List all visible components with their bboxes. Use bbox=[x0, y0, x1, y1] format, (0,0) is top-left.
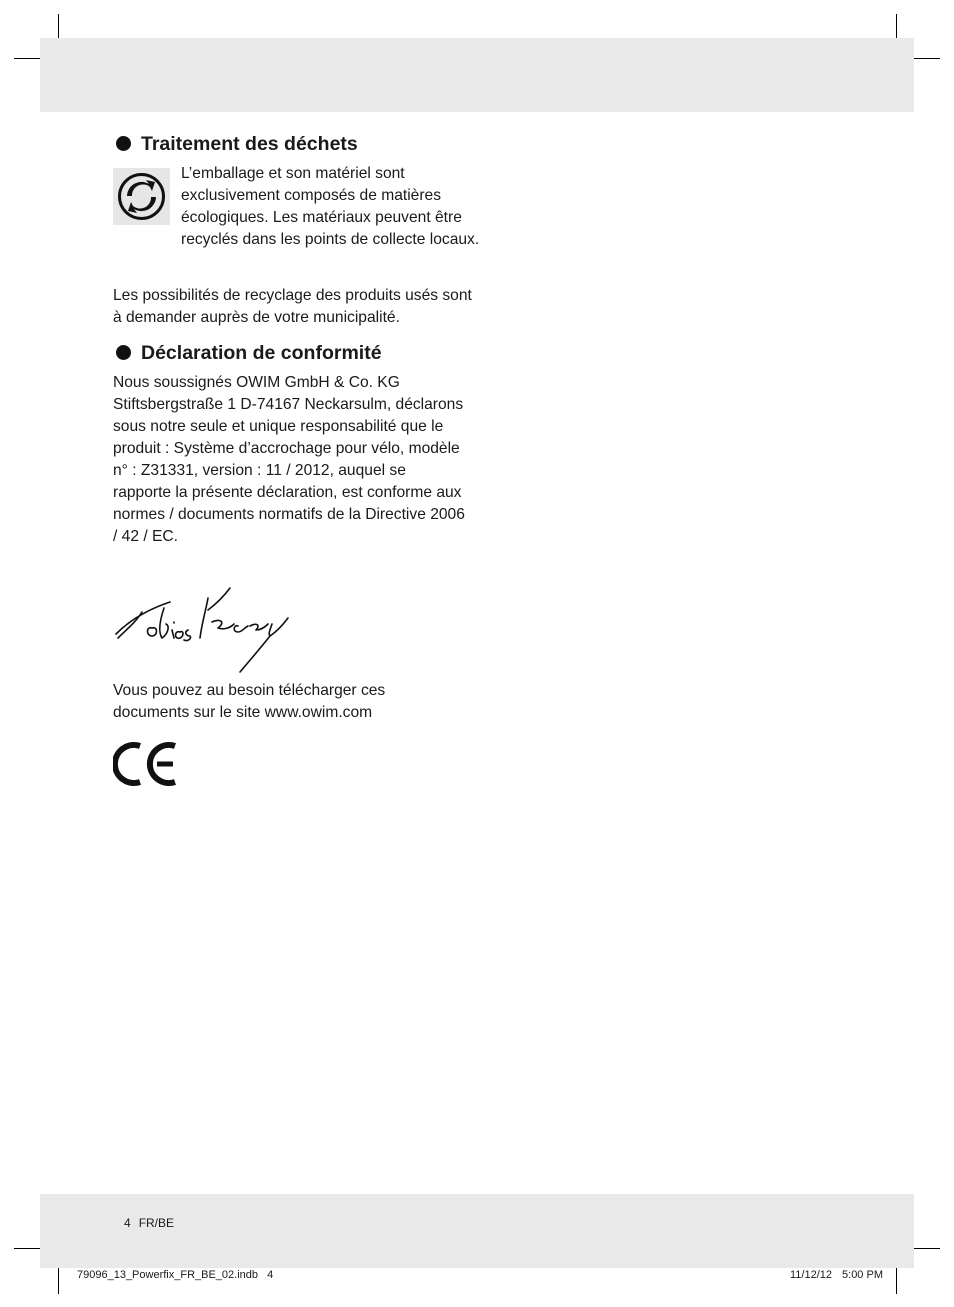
conformity-heading-text: Déclaration de conformité bbox=[141, 342, 382, 364]
ce-mark-icon bbox=[113, 741, 179, 787]
footer-band bbox=[40, 1194, 914, 1268]
slug-timestamp bbox=[790, 1268, 883, 1282]
declaration-text: Nous soussignés OWIM GmbH & Co. KG Stiftsbergstraße 1 D-74167 Neckarsulm, déclarons sous notre seule et unique responsabilité que le produit : Système d’accrochage pour vélo, modèle n° : Z31331, version : 11 / 2012, auquel se rapporte la présente déclaration, est conforme aux normes / documents normatifs de la Directive 2006 / 42 / EC. bbox=[113, 374, 465, 545]
slug-filename: 79096_13_Powerfix_FR_BE_02.indb 4 bbox=[77, 1269, 274, 1281]
green-dot-recycling-icon bbox=[113, 168, 170, 225]
waste-heading-text: Traitement des déchets bbox=[141, 133, 358, 155]
conformity-heading bbox=[113, 341, 382, 365]
download-text: Vous pouvez au besoin télécharger ces documents sur le site www.owim.com bbox=[113, 682, 386, 721]
slug-time: 5:00 PM bbox=[842, 1269, 883, 1281]
signature bbox=[112, 582, 292, 680]
bullet-icon bbox=[116, 345, 131, 360]
bullet-icon bbox=[116, 136, 131, 151]
header-band bbox=[40, 38, 914, 112]
packaging-text: L’emballage et son matériel sont exclusivement composés de matières écologiques. Les matériaux peuvent être recyclés dans les points de collecte locaux. bbox=[181, 165, 480, 248]
page-footer bbox=[124, 1216, 174, 1230]
slug-date: 11/12/12 bbox=[790, 1269, 833, 1281]
waste-heading bbox=[113, 132, 358, 156]
page-number: 4 bbox=[124, 1216, 131, 1230]
language-code: FR/BE bbox=[138, 1216, 175, 1230]
recycling-text: Les possibilités de recyclage des produits usés sont à demander auprès de votre municipalité. bbox=[113, 287, 472, 326]
